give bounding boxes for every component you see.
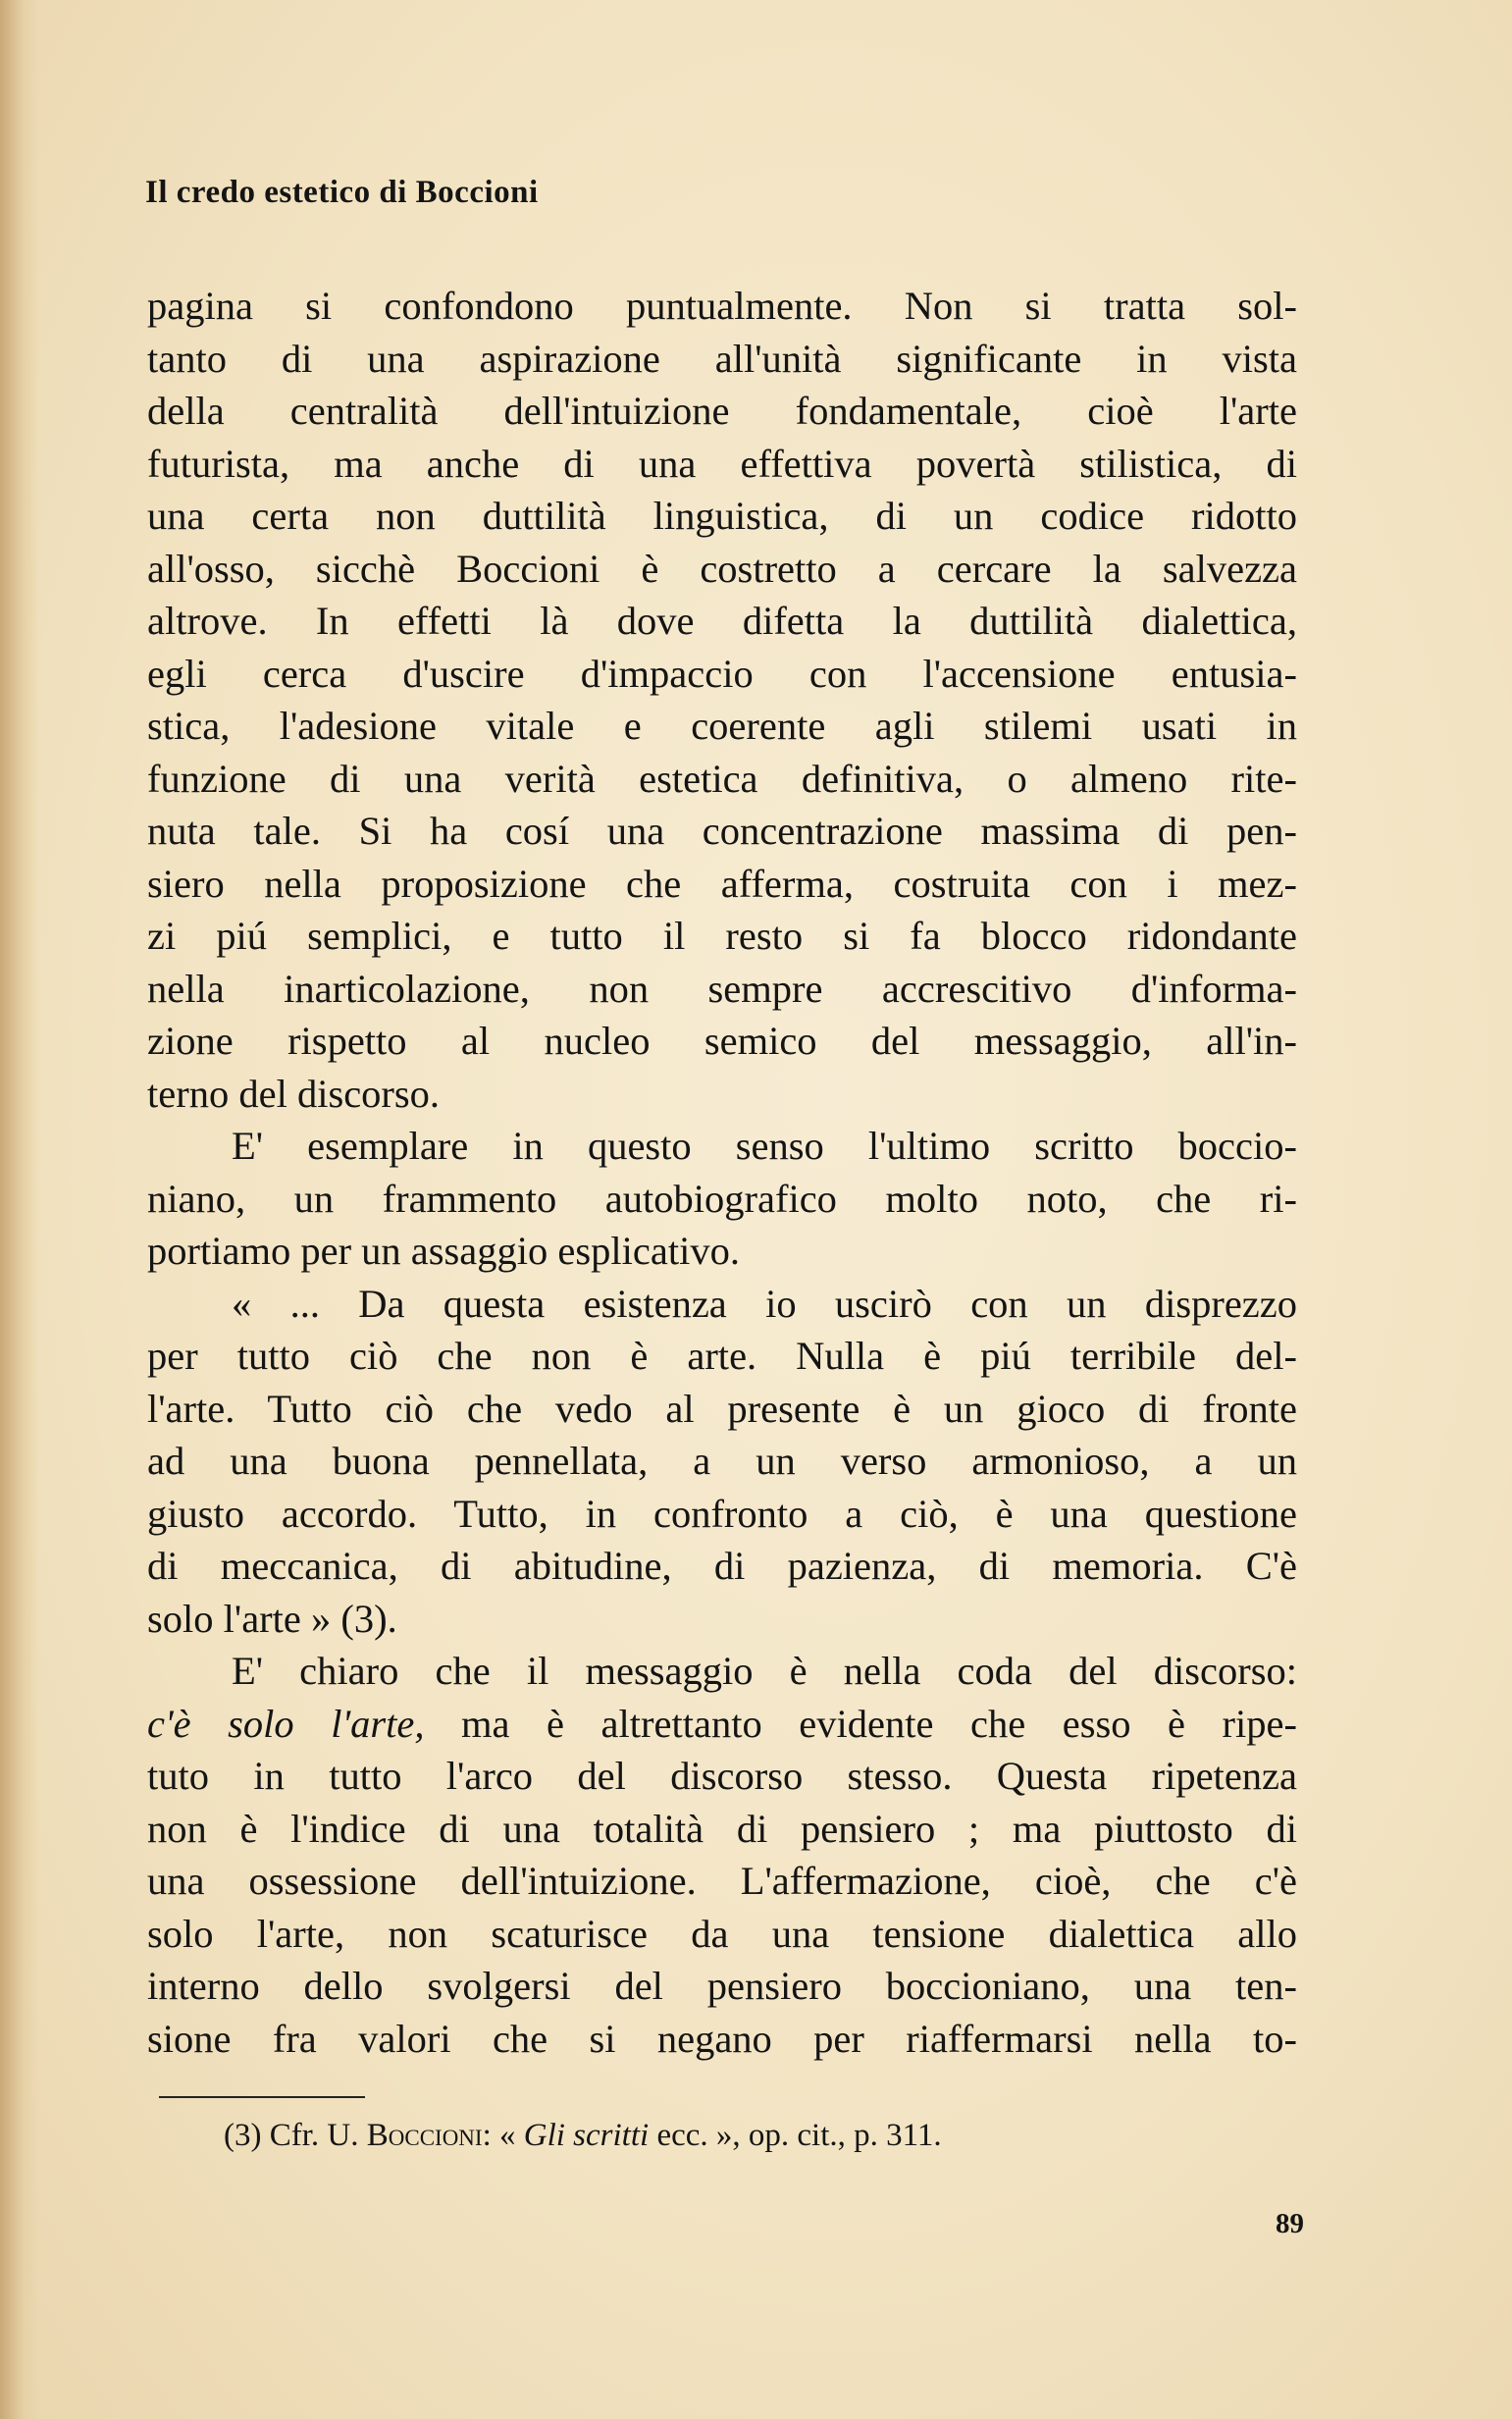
text-line: niano, un frammento autobiografico molto noto, che ri- xyxy=(147,1176,1297,1221)
text-line: tuto in tutto l'arco del discorso stesso. Questa ripetenza xyxy=(147,1754,1297,1798)
text-line: nella inarticolazione, non sempre accrescitivo d'informa- xyxy=(147,966,1297,1011)
text-line: pagina si confondono puntualmente. Non si tratta sol- xyxy=(147,284,1297,328)
text-line: solo l'arte, non scaturisce da una tensione dialettica allo xyxy=(147,1911,1297,1956)
text-line: portiamo per un assaggio esplicativo. xyxy=(147,1229,740,1273)
text-line: egli cerca d'uscire d'impaccio con l'accensione entusia- xyxy=(147,651,1297,696)
quote-line: l'arte. Tutto ciò che vedo al presente è un gioco di fronte xyxy=(147,1386,1297,1431)
footnote-prefix: Cfr. U. xyxy=(269,2118,359,2153)
quote-line: « ... Da questa esistenza io uscirò con un disprezzo xyxy=(232,1281,1297,1326)
footnote-rest: ecc. », op. cit., p. 311. xyxy=(656,2118,942,2153)
footnote-rule xyxy=(159,2096,365,2098)
text-line: non è l'indice di una totalità di pensiero ; ma piuttosto di xyxy=(147,1806,1297,1851)
text-line: nuta tale. Si ha cosí una concentrazione massima di pen- xyxy=(147,809,1297,853)
body-text xyxy=(147,280,1297,2065)
quote-line: solo l'arte » (3). xyxy=(147,1596,397,1641)
footnote-colon: : xyxy=(482,2118,492,2153)
page-number: 89 xyxy=(1276,2208,1304,2239)
footnote-title: Gli scritti xyxy=(523,2118,650,2153)
text-line: una ossessione dell'intuizione. L'affermazione, cioè, che c'è xyxy=(147,1859,1297,1903)
text-line: funzione di una verità estetica definitiva, o almeno rite- xyxy=(147,756,1297,801)
text-line: E' chiaro che il messaggio è nella coda del discorso: xyxy=(232,1649,1297,1693)
text-line: altrove. In effetti là dove difetta la duttilità dialettica, xyxy=(147,599,1297,643)
text-line: zi piú semplici, e tutto il resto si fa blocco ridondante xyxy=(147,914,1297,958)
text-line: stica, l'adesione vitale e coerente agli stilemi usati in xyxy=(147,704,1297,748)
quote-line: ad una buona pennellata, a un verso armonioso, a un xyxy=(147,1439,1297,1483)
text-line: tanto di una aspirazione all'unità significante in vista xyxy=(147,336,1297,381)
text-line: della centralità dell'intuizione fondamentale, cioè l'arte xyxy=(147,389,1297,433)
quote-line: di meccanica, di abitudine, di pazienza, di memoria. C'è xyxy=(147,1544,1297,1588)
text-line: futurista, ma anche di una effettiva povertà stilistica, di xyxy=(147,441,1297,486)
text-line: siero nella proposizione che afferma, costruita con i mez- xyxy=(147,861,1297,906)
text-line: interno dello svolgersi del pensiero boccioniano, una ten- xyxy=(147,1964,1297,2008)
text-fragment: ma è altrettanto evidente che esso è ripe- xyxy=(424,1701,1297,1746)
quote-line: giusto accordo. Tutto, in confronto a ciò, è una questione xyxy=(147,1491,1297,1536)
footnote-number: (3) xyxy=(224,2118,262,2153)
footnote xyxy=(224,2118,942,2154)
text-line: sione fra valori che si negano per riaffermarsi nella to- xyxy=(147,2016,1297,2061)
text-line: all'osso, sicchè Boccioni è costretto a cercare la salvezza xyxy=(147,546,1297,591)
footnote-open-quote: « xyxy=(499,2118,516,2153)
text-line: zione rispetto al nucleo semico del messaggio, all'in- xyxy=(147,1019,1297,1063)
quote-line: per tutto ciò che non è arte. Nulla è piú terribile del- xyxy=(147,1334,1297,1378)
text-line: E' esemplare in questo senso l'ultimo scritto boccio- xyxy=(232,1124,1297,1168)
footnote-author: Boccioni xyxy=(366,2118,483,2153)
text-line: una certa non duttilità linguistica, di un codice ridotto xyxy=(147,494,1297,538)
spine-shadow xyxy=(0,0,39,2419)
italic-phrase: c'è solo l'arte, xyxy=(147,1701,425,1746)
text-line xyxy=(147,1698,1297,1751)
running-head: Il credo estetico di Boccioni xyxy=(145,175,539,210)
text-line: terno del discorso. xyxy=(147,1071,441,1116)
